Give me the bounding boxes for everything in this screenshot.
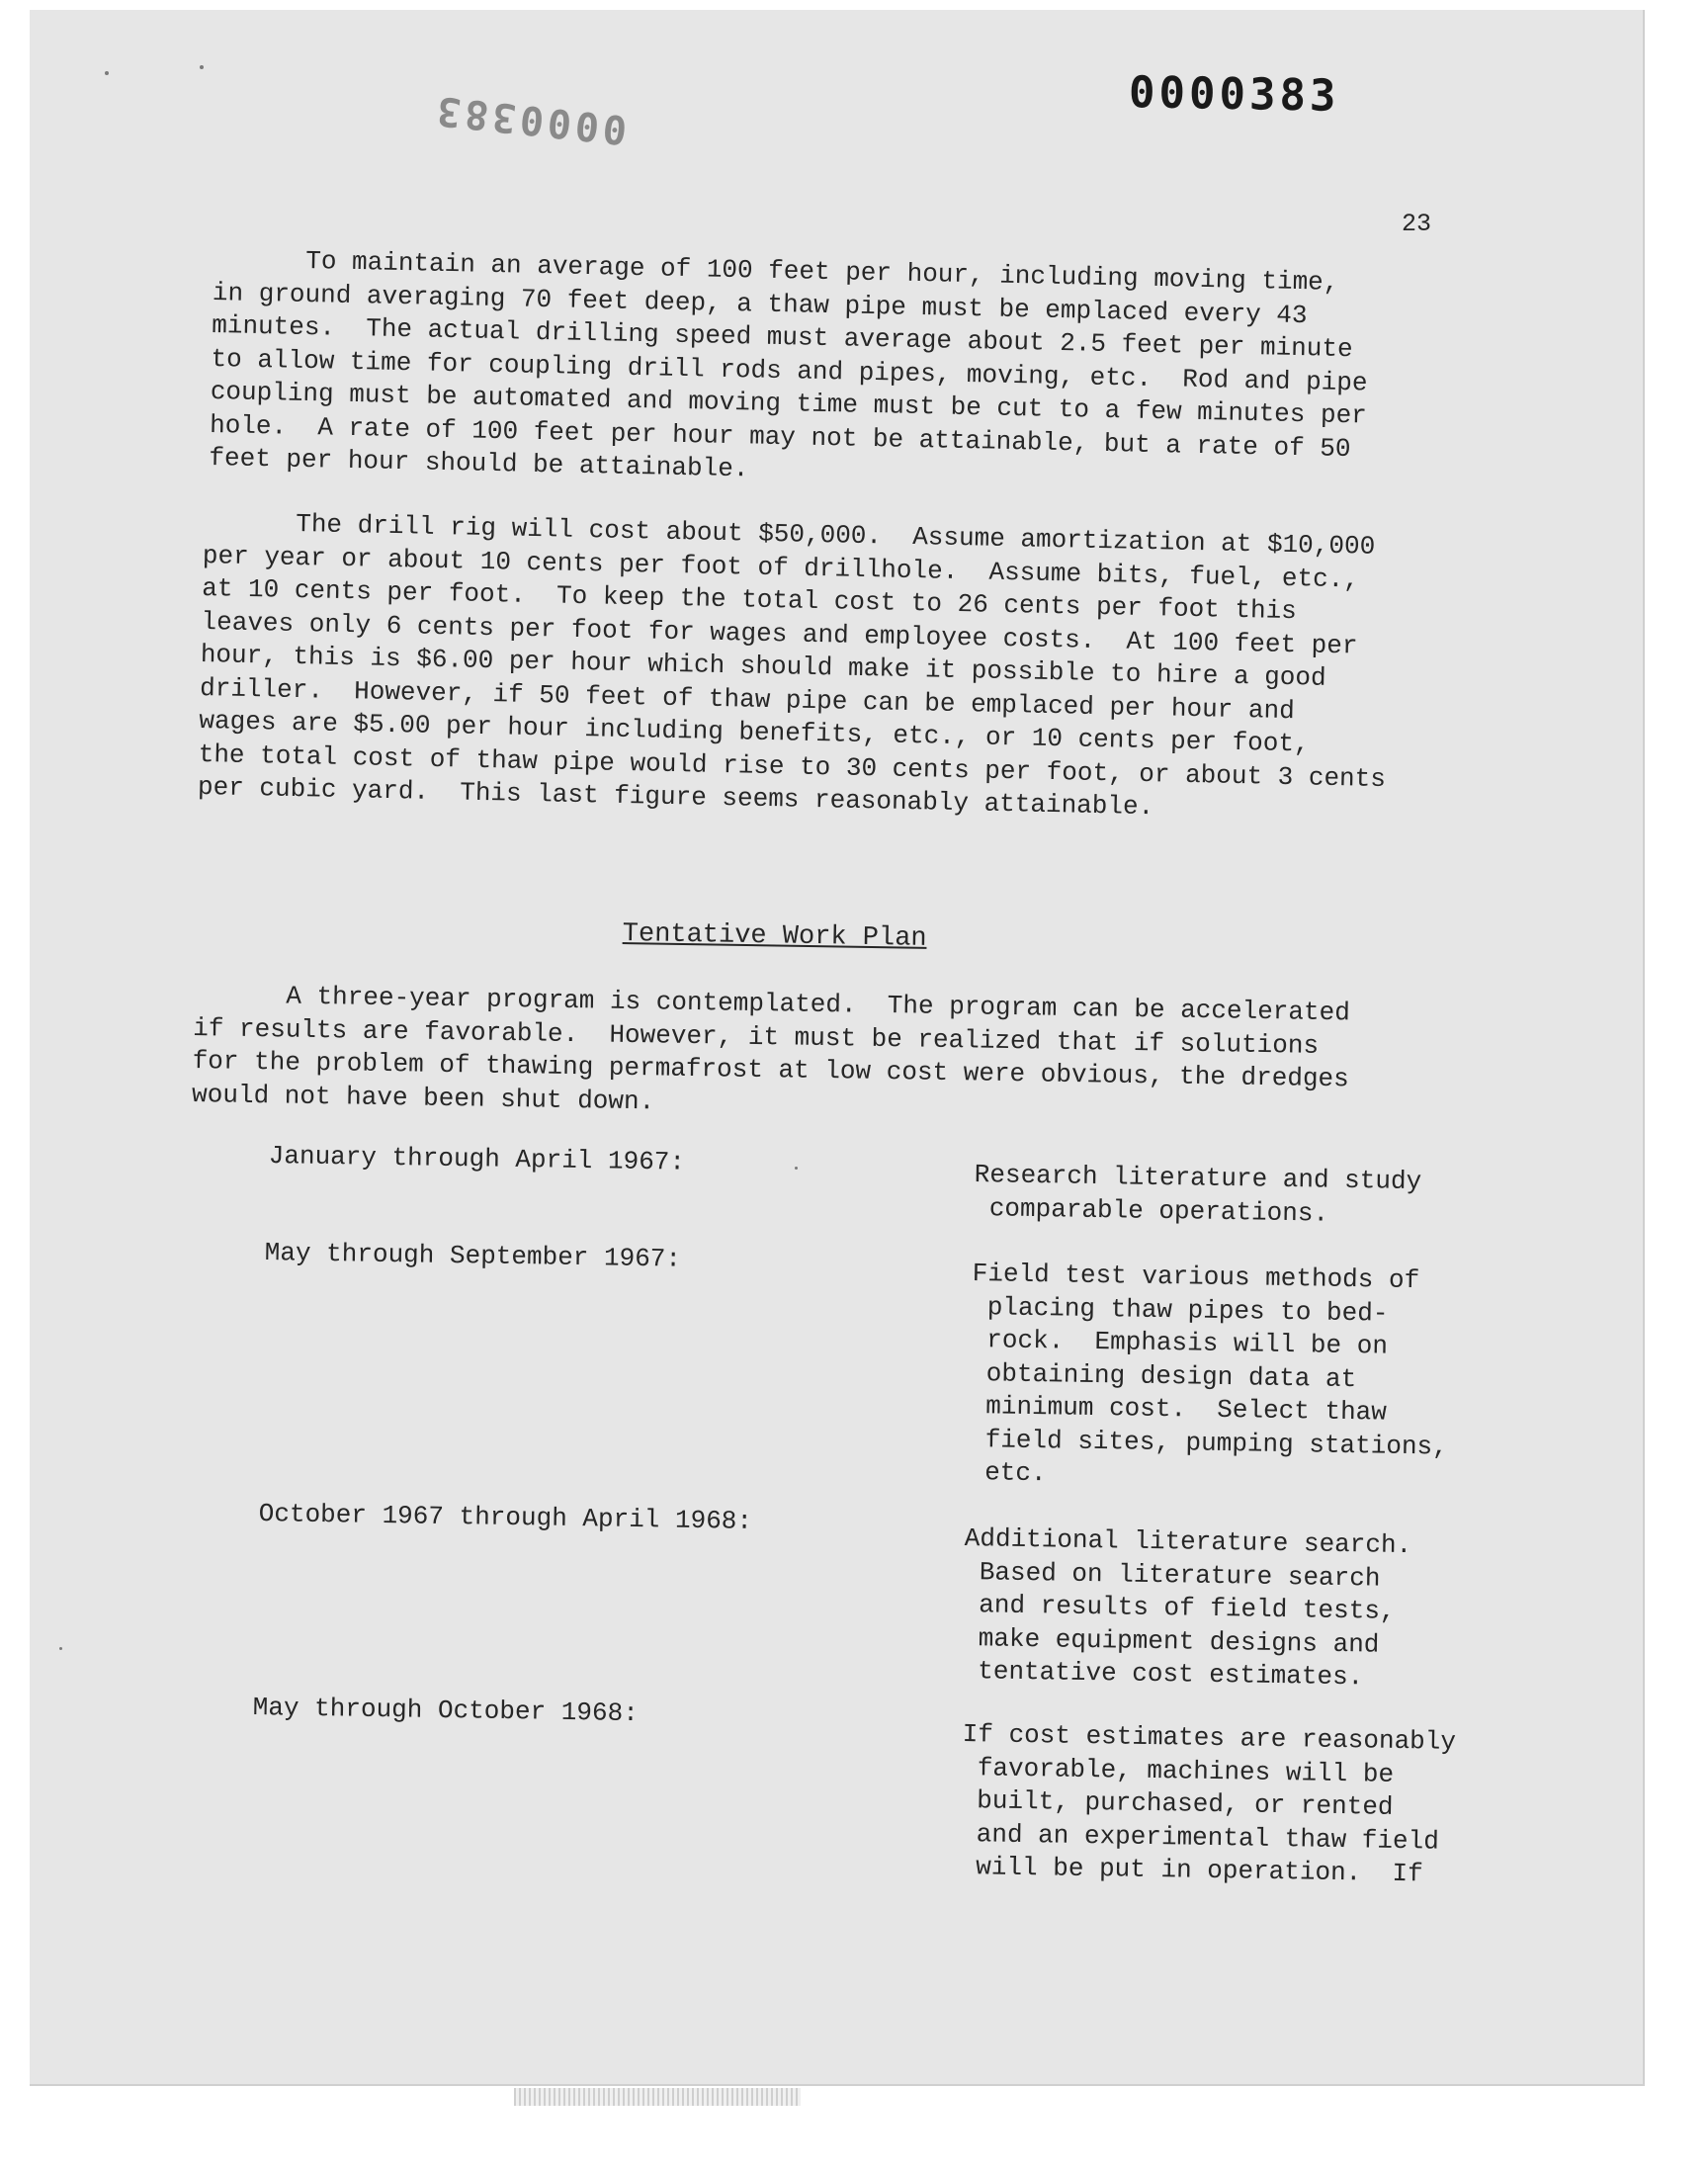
work-plan-period: January through April 1967: bbox=[268, 1141, 686, 1177]
work-plan-activity: Additional literature search. Based on literature search and results of field tests, make equipment designs and tentative cost estimates. bbox=[962, 1522, 1412, 1693]
work-plan-activity: Research literature and study comparable operations. bbox=[973, 1159, 1422, 1229]
work-plan-period: May through September 1967: bbox=[264, 1238, 682, 1274]
paragraph-drilling-rate: To maintain an average of 100 feet per hour, including moving time, in ground averaging 70 feet deep, a thaw pipe must be emplaced every 43 minutes. The actual drilling speed must average about 2.5 feet per minute to allow time for coupling drill rods and pipes, moving, etc. Rod and pipe coupling must be automated and moving time must be cut to a few minutes per hole. A rate of 100 feet per hour may not be attainable, but a rate of 50 feet per hour should be attainable. bbox=[209, 243, 1368, 484]
paragraph-drill-cost: The drill rig will cost about $50,000. Assume amortization at $10,000 per year or about 10 cents per foot of drillhole. Assume bits, fuel, etc., at 10 cents per foot. To keep the total cost to 26 cents per foot this leaves only 6 cents per foot for wages and employee costs. At 100 feet per hour, this is $6.00 per hour which should make it possible to hire a good driller. However, if 50 feet of thaw pipe can be emplaced per hour and wages are $5.00 per hour including benefits, etc., or 10 cents per foot, the total cost of thaw pipe would rise to 30 cents per foot, or about 3 cents per cubic yard. This last figure seems reasonably attainable. bbox=[197, 506, 1387, 823]
scan-speck bbox=[200, 65, 204, 69]
section-heading: Tentative Work Plan bbox=[622, 919, 927, 954]
work-plan-period: October 1967 through April 1968: bbox=[258, 1499, 753, 1536]
scan-speck bbox=[105, 71, 109, 75]
work-plan-activity: If cost estimates are reasonably favorable, machines will be built, purchased, or rented and an experimental thaw field will be put in operation. If bbox=[960, 1718, 1457, 1889]
document-stamp-number: 0000383 bbox=[1128, 67, 1340, 122]
scan-edge-artifact bbox=[514, 2088, 801, 2106]
faint-document-stamp: 0000383 bbox=[431, 86, 630, 153]
paragraph-program-overview: A three-year program is contemplated. The program can be accelerated if results are favorable. However, it must be realized that if solutions for the problem of thawing permafrost at low cost were obvious, the dredges would not have been shut down. bbox=[191, 979, 1351, 1116]
scanned-page bbox=[30, 10, 1645, 2086]
work-plan-period: May through October 1968: bbox=[252, 1693, 640, 1729]
work-plan-activity: Field test various methods of placing thaw pipes to bed- rock. Emphasis will be on obtaining design data at minimum cost. Select thaw field sites, pumping stations, etc. bbox=[969, 1258, 1448, 1489]
scan-speck bbox=[795, 1167, 798, 1170]
scan-speck bbox=[59, 1647, 62, 1650]
page-number: 23 bbox=[1402, 210, 1432, 238]
